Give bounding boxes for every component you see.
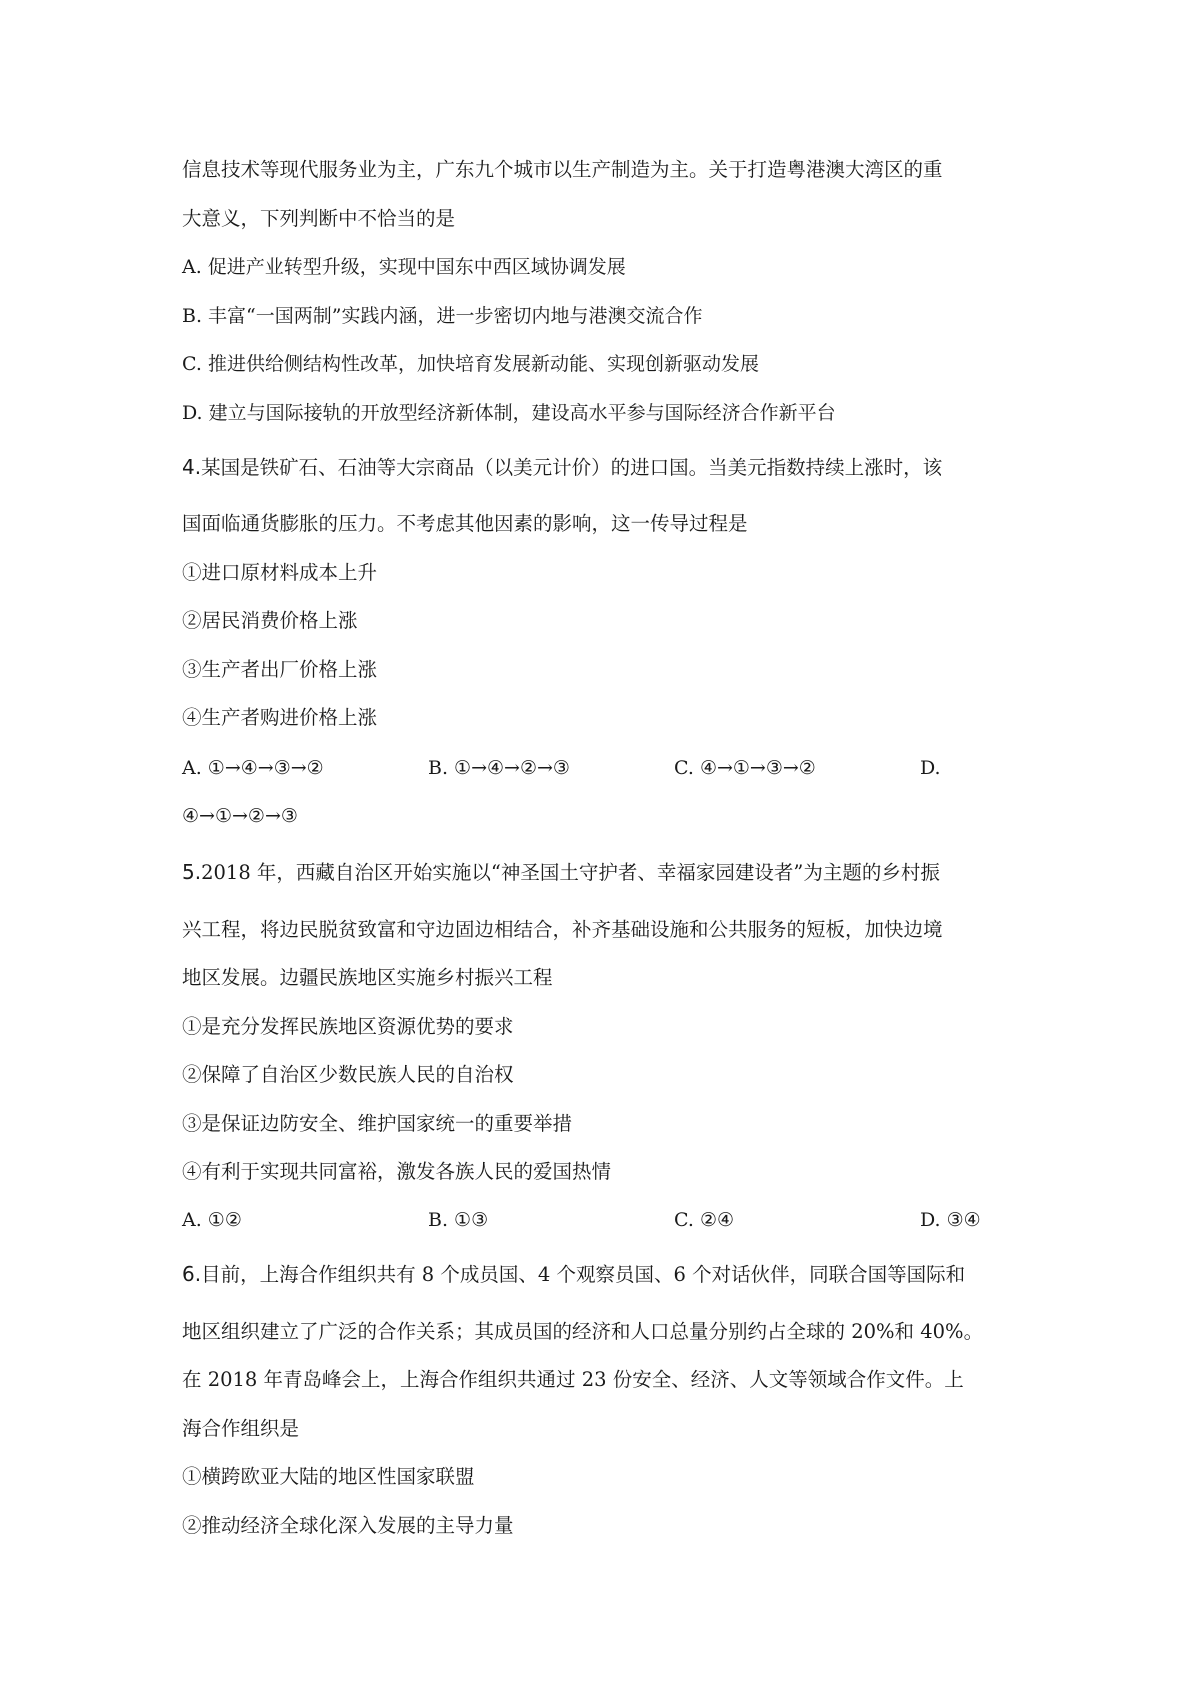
q3-option-c: C. 推进供给侧结构性改革，加快培育发展新动能、实现创新驱动发展 (182, 353, 759, 375)
q5-choice-b: B. ①③ (428, 1209, 489, 1231)
q5-stem-line-1 (182, 858, 940, 887)
q6-number: 6. (182, 1262, 202, 1286)
q5-stem-line-3: 地区发展。边疆民族地区实施乡村振兴工程 (182, 966, 553, 989)
q5-choice-a: A. ①② (182, 1209, 242, 1231)
q6-item-1: ①横跨欧亚大陆的地区性国家联盟 (182, 1465, 475, 1488)
q5-stem-line-2: 兴工程，将边民脱贫致富和守边固边相结合，补齐基础设施和公共服务的短板，加快边境 (182, 918, 943, 941)
q5-item-3: ③是保证边防安全、维护国家统一的重要举措 (182, 1112, 573, 1135)
q4-item-3: ③生产者出厂价格上涨 (182, 658, 378, 681)
q6-stem-line-3: 在 2018 年青岛峰会上，上海合作组织共通过 23 份安全、经济、人文等领域合作文件。上 (182, 1368, 964, 1391)
q4-number: 4. (182, 455, 202, 479)
q4-item-1: ①进口原材料成本上升 (182, 561, 378, 584)
q4-choice-c: C. ④→①→③→② (674, 757, 816, 779)
q5-choice-c: C. ②④ (674, 1209, 735, 1231)
q5-choice-d: D. ③④ (920, 1209, 981, 1231)
q5-number: 5. (182, 860, 202, 884)
q4-item-4: ④生产者购进价格上涨 (182, 706, 378, 729)
q3-stem-line-1: 信息技术等现代服务业为主，广东九个城市以生产制造为主。关于打造粤港澳大湾区的重 (182, 158, 943, 181)
q4-choice-a: A. ①→④→③→② (182, 757, 324, 779)
q4-stem-text: 某国是铁矿石、石油等大宗商品（以美元计价）的进口国。当美元指数持续上涨时，该 (201, 456, 943, 479)
q6-stem-line-2: 地区组织建立了广泛的合作关系；其成员国的经济和人口总量分别约占全球的 20%和 40%。 (182, 1320, 984, 1343)
q6-item-2: ②推动经济全球化深入发展的主导力量 (182, 1514, 514, 1537)
q6-stem-text: 目前，上海合作组织共有 8 个成员国、4 个观察员国、6 个对话伙伴，同联合国等国际和 (201, 1263, 966, 1286)
q5-item-4: ④有利于实现共同富裕，激发各族人民的爱国热情 (182, 1160, 612, 1183)
q3-option-b: B. 丰富“一国两制”实践内涵，进一步密切内地与港澳交流合作 (182, 305, 703, 327)
q6-stem-line-4: 海合作组织是 (182, 1417, 300, 1440)
q4-choice-d-text: ④→①→②→③ (182, 805, 298, 827)
q4-stem-line-2: 国面临通货膨胀的压力。不考虑其他因素的影响，这一传导过程是 (182, 512, 748, 535)
q6-stem-line-1 (182, 1260, 965, 1289)
q4-stem-line-1 (182, 453, 942, 482)
q3-option-d: D. 建立与国际接轨的开放型经济新体制，建设高水平参与国际经济合作新平台 (182, 402, 836, 424)
q3-stem-line-2: 大意义，下列判断中不恰当的是 (182, 207, 456, 230)
q5-item-1: ①是充分发挥民族地区资源优势的要求 (182, 1015, 514, 1038)
q5-item-2: ②保障了自治区少数民族人民的自治权 (182, 1063, 514, 1086)
q4-item-2: ②居民消费价格上涨 (182, 609, 358, 632)
q4-choice-b: B. ①→④→②→③ (428, 757, 570, 779)
q5-stem-text: 2018 年，西藏自治区开始实施以“神圣国土守护者、幸福家园建设者”为主题的乡村振 (201, 861, 940, 884)
q4-choice-d-label: D. (920, 757, 941, 779)
q3-option-a: A. 促进产业转型升级，实现中国东中西区域协调发展 (182, 256, 626, 278)
